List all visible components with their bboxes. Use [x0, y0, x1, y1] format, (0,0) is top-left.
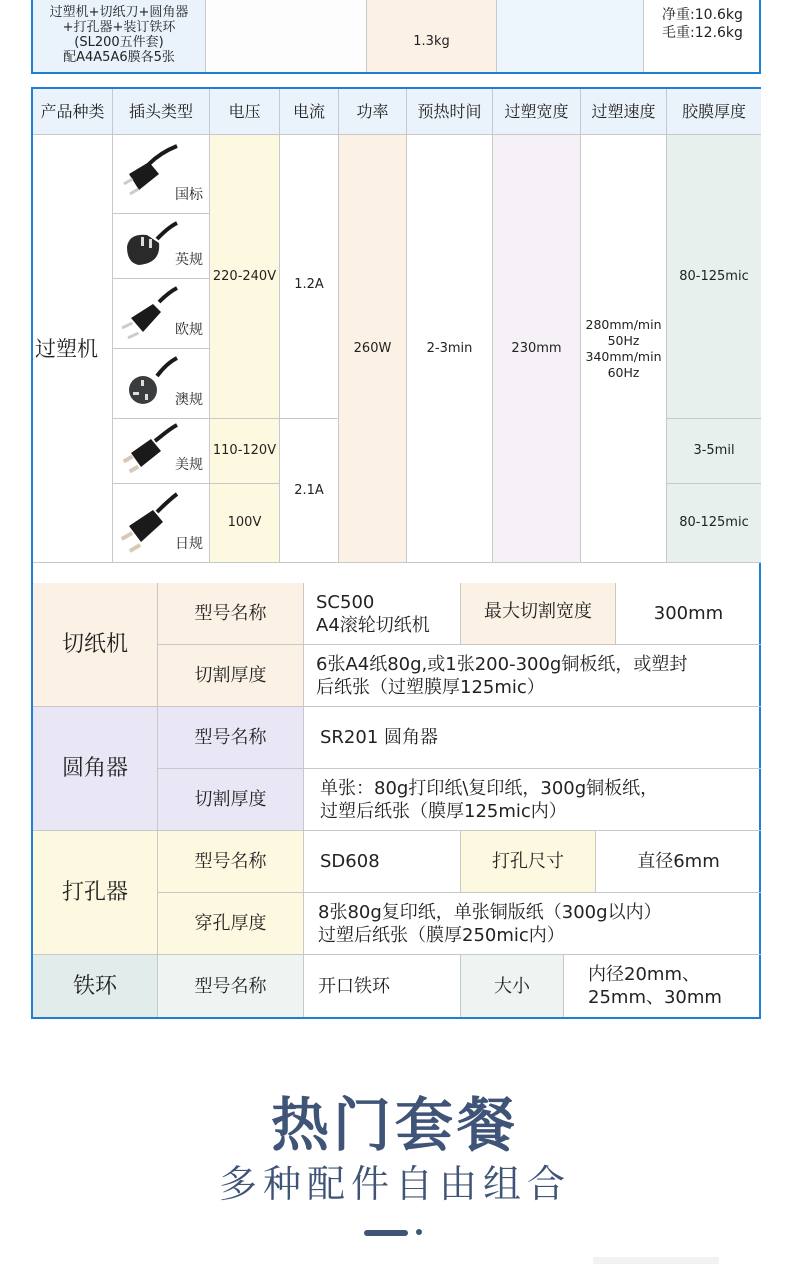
thickness-line: 8张80g复印纸，单张铜版纸（300g以内） — [318, 901, 662, 923]
plug-label: 英规 — [175, 252, 203, 268]
plug-row-au — [113, 349, 210, 419]
accessories-table — [31, 583, 761, 1019]
plug-label: 欧规 — [175, 322, 203, 338]
punch-thickness-label: 穿孔厚度 — [158, 893, 304, 955]
ring-size-label: 大小 — [461, 955, 564, 1017]
model-line: A4滚轮切纸机 — [316, 614, 430, 636]
thickness-line: 后纸张（过塑膜厚125mic） — [316, 676, 545, 698]
decorative-divider-dot — [416, 1229, 422, 1235]
gross-weight: 毛重:12.6kg — [662, 25, 743, 41]
thickness-line: 单张：80g打印纸\复印纸，300g铜板纸， — [320, 777, 659, 799]
product-type-cell — [33, 135, 113, 563]
header-current: 电流 — [280, 89, 339, 135]
cutter-model-label: 型号名称 — [158, 583, 304, 645]
ring-name-cell: 铁环 — [33, 955, 158, 1017]
eu-plug-icon — [119, 284, 179, 344]
header-width: 过塑宽度 — [493, 89, 581, 135]
plug-row-uk — [113, 214, 210, 279]
au-plug-icon — [119, 354, 179, 414]
empty-cell — [207, 0, 367, 72]
lamination-width-cell: 230mm — [493, 135, 581, 563]
plug-label: 澳规 — [175, 392, 203, 408]
thickness-line: 过塑后纸张（膜厚125mic内） — [320, 800, 567, 822]
header-product-type: 产品种类 — [33, 89, 113, 135]
cutter-thickness-value — [304, 645, 761, 707]
plug-label: 日规 — [175, 536, 203, 552]
speed-line: 60Hz — [607, 364, 640, 380]
decorative-divider — [364, 1230, 408, 1236]
cutter-thickness-label: 切割厚度 — [158, 645, 304, 707]
corner-name-cell: 圆角器 — [33, 707, 158, 831]
speed-line: 50Hz — [607, 332, 640, 348]
punch-thickness-value — [304, 893, 761, 955]
corner-thickness-label: 切割厚度 — [158, 769, 304, 831]
header-speed: 过塑速度 — [581, 89, 667, 135]
weight-cell — [367, 0, 497, 72]
jp-plug-icon — [119, 490, 179, 556]
plug-row-us — [113, 419, 210, 484]
package-desc-line: (SL200五件套) — [74, 35, 164, 50]
cutter-model-value — [304, 583, 461, 645]
voltage-cell: 110-120V — [210, 419, 280, 484]
film-thickness-cell: 3-5mil — [667, 419, 761, 484]
cn-plug-icon — [119, 144, 179, 204]
size-line: 25mm、30mm — [588, 987, 722, 1008]
speed-line: 340mm/min — [585, 348, 662, 364]
spacer-row — [33, 563, 761, 585]
header-power: 功率 — [339, 89, 407, 135]
header-film: 胶膜厚度 — [667, 89, 761, 135]
ring-model-value: 开口铁环 — [304, 955, 461, 1017]
header-voltage: 电压 — [210, 89, 280, 135]
film-thickness-cell: 80-125mic — [667, 135, 761, 419]
section-subtitle: 多种配件自由组合 — [218, 1162, 571, 1206]
cutter-max-width-value: 300mm — [616, 583, 761, 645]
lamination-speed-cell — [581, 135, 667, 563]
corner-model-value: SR201 圆角器 — [304, 707, 761, 769]
package-description-cell — [33, 0, 206, 72]
size-line: 内径20mm、 — [588, 964, 700, 985]
punch-size-label: 打孔尺寸 — [461, 831, 596, 893]
package-desc-line: +打孔器+装订铁环 — [62, 20, 176, 35]
preheat-cell: 2-3min — [407, 135, 493, 563]
plug-row-cn — [113, 135, 210, 214]
film-thickness-cell: 80-125mic — [667, 484, 761, 563]
thickness-line: 过塑后纸张（膜厚250mic内） — [318, 924, 565, 946]
package-desc-line: 配A4A5A6膜各5张 — [63, 50, 175, 65]
power-cell: 260W — [339, 135, 407, 563]
product-name: 过塑机 — [35, 336, 98, 361]
plug-label: 美规 — [175, 457, 203, 473]
punch-model-value: SD608 — [304, 831, 461, 893]
cutter-max-width-label: 最大切割宽度 — [461, 583, 616, 645]
current-cell: 2.1A — [280, 419, 339, 563]
package-desc-line: 过塑机+切纸刀+圆角器 — [49, 5, 189, 20]
total-weight-cell — [644, 0, 761, 72]
plug-row-eu — [113, 279, 210, 349]
corner-model-label: 型号名称 — [158, 707, 304, 769]
empty-cell — [497, 0, 644, 72]
cutter-name-cell: 切纸机 — [33, 583, 158, 707]
us-plug-icon — [119, 423, 179, 479]
net-weight: 净重:10.6kg — [662, 7, 743, 23]
laminator-spec-table — [31, 87, 761, 585]
speed-line: 280mm/min — [585, 316, 662, 332]
voltage-cell: 220-240V — [210, 135, 280, 419]
punch-name-cell: 打孔器 — [33, 831, 158, 955]
package-weight-table — [31, 0, 761, 74]
punch-size-value: 直径6mm — [596, 831, 761, 893]
punch-model-label: 型号名称 — [158, 831, 304, 893]
ring-size-value — [564, 955, 761, 1017]
next-section-card-edge — [593, 1257, 719, 1264]
header-preheat: 预热时间 — [407, 89, 493, 135]
ring-model-label: 型号名称 — [158, 955, 304, 1017]
section-title: 热门套餐 — [270, 1091, 519, 1159]
model-line: SC500 — [316, 591, 375, 613]
plug-label: 国标 — [175, 187, 203, 203]
header-plug-type: 插头类型 — [113, 89, 210, 135]
weight-value: 1.3kg — [413, 33, 450, 49]
current-cell: 1.2A — [280, 135, 339, 419]
voltage-cell: 100V — [210, 484, 280, 563]
plug-row-jp — [113, 484, 210, 563]
corner-thickness-value — [304, 769, 761, 831]
uk-plug-icon — [119, 219, 179, 274]
thickness-line: 6张A4纸80g,或1张200-300g铜板纸，或塑封 — [316, 653, 688, 675]
